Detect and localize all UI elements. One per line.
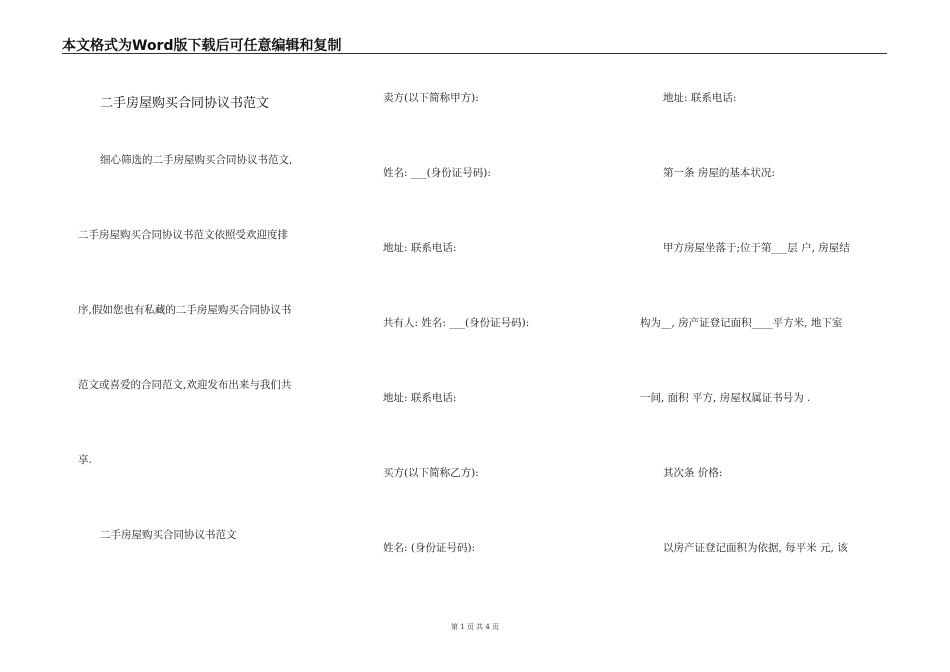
co-owner-line: 共有人: 姓名: ___(身份证号码): xyxy=(383,317,530,329)
article-one-heading: 第一条 房屋的基本状况: xyxy=(663,167,775,179)
property-location-line: 甲方房屋坐落于;位于第___层 户, 房屋结 xyxy=(663,242,850,254)
left-paragraph-line: 范文或喜爱的合同范文,欢迎发布出来与我们共 xyxy=(78,379,292,391)
seller-address-line: 地址: 联系电话: xyxy=(383,242,457,254)
article-two-heading: 其次条 价格: xyxy=(663,467,723,479)
header-title: 本文格式为Word版下载后可任意编辑和复制 xyxy=(62,38,342,54)
buyer-address-line: 地址: 联系电话: xyxy=(663,92,737,104)
seller-heading: 卖方(以下简称甲方): xyxy=(383,92,479,104)
property-certificate-line: 一间, 面积 平方, 房屋权属证书号为 . xyxy=(640,392,811,404)
buyer-heading: 买方(以下简称乙方): xyxy=(383,467,479,479)
price-basis-line: 以房产证登记面积为依据, 每平米 元, 该 xyxy=(663,542,848,554)
left-paragraph-line: 细心筛选的二手房屋购买合同协议书范文, xyxy=(100,154,293,166)
document-title: 二手房屋购买合同协议书范文 xyxy=(100,96,270,111)
buyer-name-line: 姓名: (身份证号码): xyxy=(383,542,476,554)
left-subtitle: 二手房屋购买合同协议书范文 xyxy=(100,529,237,541)
co-owner-address-line: 地址: 联系电话: xyxy=(383,392,457,404)
seller-name-line: 姓名: ___(身份证号码): xyxy=(383,167,491,179)
left-paragraph-line: 序,假如您也有私藏的二手房屋购买合同协议书 xyxy=(78,304,292,316)
header-rule xyxy=(62,53,887,54)
page-number: 第 1 页 共 4 页 xyxy=(450,623,500,631)
left-paragraph-line: 享. xyxy=(78,454,92,466)
left-paragraph-line: 二手房屋购买合同协议书范文依照受欢迎度排 xyxy=(78,229,288,241)
property-structure-line: 构为__, 房产证登记面积____平方米, 地下室 xyxy=(640,317,843,329)
